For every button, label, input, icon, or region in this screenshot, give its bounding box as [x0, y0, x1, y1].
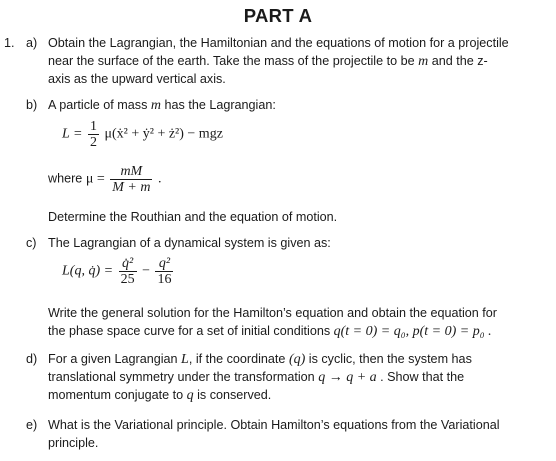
item-b-mu-den: M + m	[112, 180, 151, 195]
question-number: 1.	[4, 36, 15, 50]
item-d-line1-text1: For a given Lagrangian	[48, 352, 178, 366]
item-c-eq-lhs: L(q, q̇) =	[62, 263, 114, 279]
item-e-label: e)	[26, 418, 38, 432]
item-d-line1	[48, 350, 472, 369]
item-a-line2-text1: near the surface of the earth. Take the mass of the projectile to be	[48, 54, 415, 68]
item-b-eq-half-fraction	[88, 119, 99, 150]
item-c-intro: The Lagrangian of a dynamical system is given as:	[48, 236, 331, 250]
item-d-line3-text1: momentum conjugate to	[48, 388, 184, 402]
item-d-coordinate-symbol: (q)	[288, 352, 306, 367]
item-b-mu-num: mM	[120, 164, 143, 179]
item-c-eq-minus: −	[142, 263, 150, 279]
item-c-lagrangian-equation	[62, 256, 175, 287]
item-b-eq-half-num: 1	[89, 119, 97, 134]
item-b-mu-lhs: μ =	[85, 171, 105, 187]
item-d-line2-text2: . Show that the	[380, 370, 465, 384]
item-c-eq-fraction1	[119, 256, 137, 287]
item-b-where: where	[48, 171, 83, 186]
item-b-lagrangian-equation	[62, 119, 223, 150]
item-c-line2-text: the phase space curve for a set of initial conditions	[48, 324, 331, 338]
item-d-line2	[48, 368, 464, 387]
part-heading: PART A	[243, 5, 313, 26]
item-e-line1: What is the Variational principle. Obtain Hamilton’s equations from the Variational	[48, 418, 500, 432]
item-c-line2	[48, 322, 492, 341]
item-b-mass-symbol: m	[150, 98, 162, 113]
item-c-eq-f2-den: 16	[157, 272, 172, 287]
item-a-line2	[48, 52, 488, 71]
item-c-eq-f2-num: q²	[158, 256, 171, 271]
item-b-mu-definition	[48, 164, 161, 195]
item-a-label: a)	[26, 36, 38, 50]
item-d-line1-text2: , if the coordinate	[188, 352, 286, 366]
item-b-mu-fraction	[110, 164, 152, 195]
item-b-label: b)	[26, 98, 38, 112]
item-c-line1: Write the general solution for the Hamilton’s equation and obtain the equation for	[48, 306, 498, 320]
item-e-line2: principle.	[48, 436, 99, 450]
item-d-line3	[48, 386, 271, 405]
item-c-label: c)	[26, 236, 37, 250]
item-d-q-symbol: q	[186, 388, 194, 403]
item-b-eq-lhs: L =	[62, 126, 83, 142]
item-c-eq-fraction2	[155, 256, 173, 287]
item-d-lagrangian-symbol: L	[181, 352, 189, 367]
item-b-intro	[48, 96, 276, 115]
item-d-line2-text1: translational symmetry under the transformation	[48, 370, 315, 384]
item-d-line1-text3: is cyclic, then the system has	[308, 352, 472, 366]
item-a-line2-text2: and the z-	[431, 54, 488, 68]
item-d-line3-text2: is conserved.	[197, 388, 272, 402]
item-b-eq-body: μ(ẋ² + ẏ² + ż²) − mgz	[104, 126, 223, 142]
item-a-line3: axis as the upward vertical axis.	[48, 72, 226, 86]
item-b-intro-text2: has the Lagrangian:	[164, 98, 276, 112]
item-d-label: d)	[26, 352, 38, 366]
item-b-mu-end: .	[157, 171, 162, 187]
item-c-initial-conditions: q(t = 0) = q₀, p(t = 0) = p₀ .	[333, 324, 492, 339]
item-c-eq-f1-den: 25	[120, 272, 135, 287]
item-c-eq-f1-num: q̇²	[121, 256, 134, 271]
item-a-mass-symbol: m	[418, 54, 429, 69]
item-d-transformation: q → q + a	[318, 370, 377, 385]
item-a-line1: Obtain the Lagrangian, the Hamiltonian and the equations of motion for a projectile	[48, 36, 509, 50]
item-b-task: Determine the Routhian and the equation of motion.	[48, 210, 338, 224]
item-b-intro-text1: A particle of mass	[48, 98, 148, 112]
item-b-eq-half-den: 2	[89, 135, 97, 150]
